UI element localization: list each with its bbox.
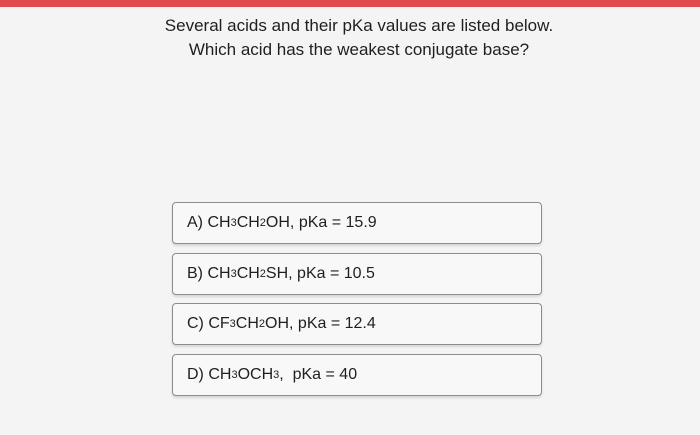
option-pka: , pKa = 15.9 xyxy=(289,214,377,231)
option-c-button[interactable]: C) CF 3 CH 2 OH , pKa = 12.4 xyxy=(172,303,542,345)
formula-part: SH xyxy=(265,265,289,282)
question-line-2: Which acid has the weakest conjugate base? xyxy=(188,40,530,59)
question-text xyxy=(150,14,568,62)
formula-part: OH xyxy=(265,315,290,332)
question-line-1: Several acids and their pKa values are listed below. xyxy=(164,16,554,35)
option-pka: , pKa = 40 xyxy=(279,366,358,383)
formula-part: CH xyxy=(236,265,260,282)
formula-part: CH xyxy=(235,315,259,332)
option-pka: , pKa = 12.4 xyxy=(289,315,376,332)
option-letter: A) xyxy=(187,214,203,231)
formula-part: CH xyxy=(208,366,232,383)
formula-part: CH xyxy=(207,265,231,282)
formula-part: CF xyxy=(208,315,230,332)
option-d-button[interactable]: D) CH 3 OCH 3 , pKa = 40 xyxy=(172,354,542,396)
option-b-button[interactable]: B) CH 3 CH 2 SH , pKa = 10.5 xyxy=(172,253,542,295)
formula-part: CH xyxy=(207,214,231,231)
formula-part: OCH xyxy=(237,366,274,383)
option-letter: D) xyxy=(187,366,204,383)
formula-part: CH xyxy=(236,214,260,231)
option-letter: C) xyxy=(187,315,204,332)
option-letter: B) xyxy=(187,265,203,282)
option-pka: , pKa = 10.5 xyxy=(288,265,375,282)
option-a-button[interactable]: A) CH 3 CH 2 OH , pKa = 15.9 xyxy=(172,202,542,244)
top-accent-bar xyxy=(0,0,700,7)
formula-part: OH xyxy=(265,214,290,231)
